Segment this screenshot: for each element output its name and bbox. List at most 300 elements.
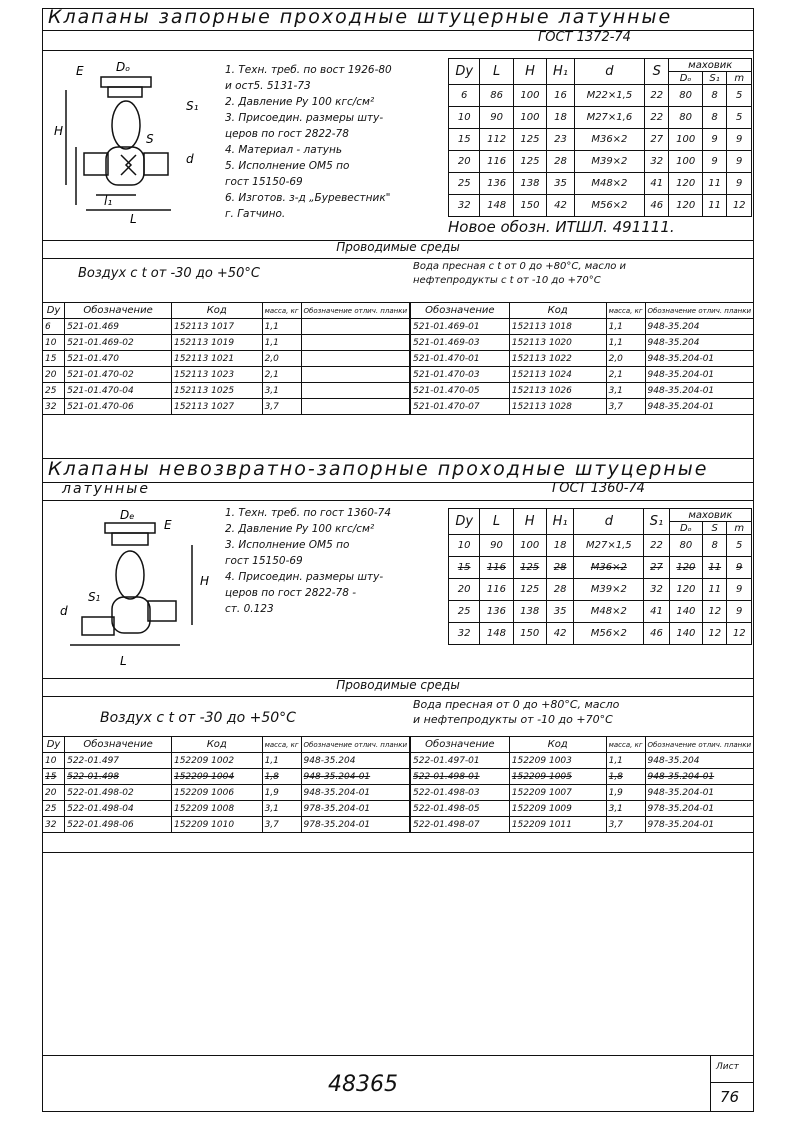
table-cell: 152113 1023 — [171, 367, 262, 383]
table-cell: 522-01.497 — [65, 753, 172, 769]
table-cell: 11 — [702, 195, 727, 217]
table-cell: M48×2 — [574, 173, 644, 195]
table-cell: 2,1 — [262, 367, 301, 383]
table-row — [411, 319, 754, 335]
table-cell: 1,9 — [262, 785, 301, 801]
table-cell: 9 — [702, 129, 727, 151]
table-cell: 20 — [449, 151, 480, 173]
section2-gost: ГОСТ 1360-74 — [552, 481, 645, 496]
table-cell: 3,7 — [606, 817, 645, 833]
table-cell: 42 — [547, 195, 575, 217]
table-cell: 948-35.204-01 — [645, 785, 753, 801]
table-cell: 25 — [449, 601, 480, 623]
table-row — [43, 801, 410, 817]
table-cell: 152209 1002 — [171, 753, 262, 769]
table-cell: M56×2 — [574, 623, 644, 645]
table-cell: M27×1,6 — [574, 107, 644, 129]
table-cell: 125 — [513, 579, 546, 601]
th: Обозначение отлич. планки — [645, 737, 753, 753]
valve-drawing-1 — [46, 55, 221, 230]
svg-text:E: E — [164, 518, 172, 532]
label-Do: Dₒ — [116, 60, 131, 74]
th: H₁ — [546, 509, 574, 535]
table-cell: 20 — [449, 579, 480, 601]
section1-water-table — [410, 302, 754, 415]
table-cell: 978-35.204-01 — [301, 817, 409, 833]
th: Dₒ — [669, 72, 702, 85]
th: Обозначение отлич. планки — [301, 737, 409, 753]
table-cell: 152209 1011 — [509, 817, 606, 833]
table-cell: 10 — [449, 107, 480, 129]
label-l: l₁ — [104, 194, 113, 208]
table-cell: 948-35.204-01 — [645, 383, 753, 399]
table-cell: 86 — [480, 85, 513, 107]
note-line: 1. Техн. треб. по вост 1926-80 — [225, 64, 392, 76]
table-cell: 116 — [480, 151, 513, 173]
table-cell: 1,1 — [606, 335, 645, 351]
table-cell: 521-01.470-05 — [411, 383, 510, 399]
table-cell: 41 — [644, 173, 669, 195]
th: m — [727, 72, 752, 85]
table-row — [43, 753, 410, 769]
table-cell: 32 — [43, 817, 65, 833]
table-cell: 3,7 — [262, 399, 301, 415]
table-cell: 11 — [703, 557, 727, 579]
svg-text:d: d — [60, 604, 68, 618]
table-cell: 46 — [644, 195, 669, 217]
table-cell: 27 — [644, 129, 669, 151]
table-cell: 46 — [644, 623, 669, 645]
th: Dy — [43, 737, 65, 753]
table-cell: 521-01.470-03 — [411, 367, 510, 383]
table-cell: 25 — [43, 383, 65, 399]
th: d — [574, 59, 644, 85]
table-cell: 32 — [449, 623, 480, 645]
table-cell: 32 — [644, 579, 669, 601]
table-cell: 521-01.470 — [65, 351, 172, 367]
table-cell: 1,8 — [606, 769, 645, 785]
note-line: 5. Исполнение ОМ5 по — [225, 160, 350, 172]
table-cell: 100 — [513, 85, 546, 107]
th: H — [513, 509, 546, 535]
table-cell: 8 — [702, 107, 727, 129]
table-cell: 15 — [449, 557, 480, 579]
th: Обозначение — [65, 303, 172, 319]
table-cell: 42 — [546, 623, 574, 645]
table-cell: 3,7 — [262, 817, 301, 833]
table-cell: 8 — [702, 85, 727, 107]
water-title-line: Вода пресная с t от 0 до +80°C, масло и — [413, 261, 627, 272]
section1-dims-table — [448, 58, 752, 217]
note-line: ст. 0.123 — [225, 603, 274, 615]
th: Обозначение — [65, 737, 172, 753]
table-cell: 9 — [727, 129, 752, 151]
table-cell: 521-01.470-04 — [65, 383, 172, 399]
table-cell: 3,1 — [606, 801, 645, 817]
table-row — [43, 335, 410, 351]
table-cell: 152209 1008 — [171, 801, 262, 817]
table-cell: 140 — [669, 601, 702, 623]
table-cell: 152209 1006 — [171, 785, 262, 801]
table-row — [43, 367, 410, 383]
table-cell: 22 — [644, 85, 669, 107]
section1-gost: ГОСТ 1372-74 — [538, 30, 631, 45]
label-S1: S₁ — [186, 99, 199, 113]
table-cell — [301, 399, 409, 415]
table-cell: 152113 1022 — [509, 351, 606, 367]
table-cell: 23 — [547, 129, 575, 151]
new-designation: Новое обозн. ИТШЛ. 491111. — [448, 218, 675, 236]
table-row — [43, 769, 410, 785]
th: Обозначение отлич. планки — [301, 303, 409, 319]
table-row — [411, 801, 754, 817]
th: S — [644, 59, 669, 85]
table-cell: 150 — [513, 623, 546, 645]
table-cell: 116 — [480, 579, 513, 601]
section1-notes — [225, 62, 392, 222]
table-cell: 18 — [546, 535, 574, 557]
label-E: E — [76, 64, 84, 78]
th: Dy — [43, 303, 65, 319]
svg-text:L: L — [120, 654, 127, 668]
table-cell: 100 — [513, 107, 546, 129]
section1-air-title: Воздух с t от -30 до +50°C — [78, 266, 260, 281]
table-cell: 100 — [669, 129, 702, 151]
table-cell: 9 — [702, 151, 727, 173]
table-cell: 521-01.470-07 — [411, 399, 510, 415]
table-row — [43, 383, 410, 399]
table-cell: 100 — [513, 535, 546, 557]
table-row — [411, 367, 754, 383]
th: Код — [509, 303, 606, 319]
table-cell: 90 — [480, 107, 513, 129]
table-cell: 152209 1004 — [171, 769, 262, 785]
table-row — [43, 319, 410, 335]
section1-water-title — [413, 260, 626, 288]
table-row — [411, 351, 754, 367]
svg-text:De: De — [120, 508, 135, 522]
table-cell: 138 — [513, 601, 546, 623]
table-cell: M56×2 — [574, 195, 644, 217]
water-title-line: Вода пресная от 0 до +80°C, масло — [413, 698, 620, 711]
note-line: 3. Исполнение ОМ5 по — [225, 539, 350, 551]
table-cell: 9 — [727, 579, 752, 601]
table-cell: 15 — [43, 351, 65, 367]
table-cell: 152113 1028 — [509, 399, 606, 415]
table-cell: 3,7 — [606, 399, 645, 415]
table-cell — [301, 351, 409, 367]
table-cell: 116 — [480, 557, 513, 579]
table-cell: 18 — [547, 107, 575, 129]
table-cell: 20 — [43, 785, 65, 801]
table-cell: 522-01.498-07 — [411, 817, 510, 833]
table-cell: 5 — [727, 85, 752, 107]
table-cell: 2,0 — [262, 351, 301, 367]
note-line: г. Гатчино. — [225, 208, 286, 220]
section2-dims-table — [448, 508, 752, 645]
th: Код — [171, 303, 262, 319]
table-cell: 521-01.470-06 — [65, 399, 172, 415]
table-cell: 948-35.204 — [645, 753, 753, 769]
table-cell: 1,1 — [262, 753, 301, 769]
section2-title: Клапаны невозвратно-запорные проходные штуцерные — [48, 458, 709, 480]
th: Dₒ — [669, 522, 702, 535]
note-line: церов по гост 2822-78 - — [225, 587, 357, 599]
table-cell: 152113 1026 — [509, 383, 606, 399]
table-row — [449, 129, 752, 151]
table-cell: 100 — [669, 151, 702, 173]
table-cell: M22×1,5 — [574, 85, 644, 107]
note-line: гост 15150-69 — [225, 555, 303, 567]
table-cell: 6 — [43, 319, 65, 335]
table-cell: 22 — [644, 107, 669, 129]
water-title-line: и нефтепродукты от -10 до +70°C — [413, 713, 613, 726]
table-row — [449, 623, 752, 645]
th: масса, кг — [606, 737, 645, 753]
table-cell: 35 — [547, 173, 575, 195]
table-cell: 41 — [644, 601, 669, 623]
svg-text:H: H — [200, 574, 210, 588]
table-cell: 948-35.204-01 — [645, 351, 753, 367]
table-cell: 140 — [669, 623, 702, 645]
table-cell: 152209 1003 — [509, 753, 606, 769]
table-cell: 9 — [727, 601, 752, 623]
section1-title: Клапаны запорные проходные штуцерные латунные — [48, 6, 673, 28]
table-cell: 10 — [449, 535, 480, 557]
table-cell: 521-01.469 — [65, 319, 172, 335]
table-cell: 522-01.498-01 — [411, 769, 510, 785]
table-cell: M39×2 — [574, 579, 644, 601]
table-cell: 5 — [727, 107, 752, 129]
table-cell: 521-01.470-02 — [65, 367, 172, 383]
table-cell: M48×2 — [574, 601, 644, 623]
table-cell: 152113 1019 — [171, 335, 262, 351]
table-row — [411, 383, 754, 399]
table-cell: 80 — [669, 107, 702, 129]
table-row — [449, 579, 752, 601]
th: Код — [509, 737, 606, 753]
table-cell: 948-35.204-01 — [645, 367, 753, 383]
table-cell: 152113 1025 — [171, 383, 262, 399]
note-line: 3. Присоедин. размеры шту- — [225, 112, 384, 124]
th: масса, кг — [262, 737, 301, 753]
table-cell: 125 — [513, 129, 546, 151]
table-cell: 136 — [480, 173, 513, 195]
table-row — [449, 557, 752, 579]
table-cell: 948-35.204-01 — [645, 769, 753, 785]
table-cell: 32 — [644, 151, 669, 173]
th: L — [480, 509, 513, 535]
table-row — [449, 151, 752, 173]
section2-air-title: Воздух с t от -30 до +50°C — [100, 710, 296, 726]
note-line: 4. Присоедин. размеры шту- — [225, 571, 384, 583]
table-cell: 125 — [513, 557, 546, 579]
table-cell: 1,1 — [606, 319, 645, 335]
table-row — [449, 173, 752, 195]
table-row — [449, 535, 752, 557]
valve-drawing-2 — [60, 505, 220, 675]
note-line: церов по гост 2822-78 — [225, 128, 349, 140]
table-cell: 28 — [547, 151, 575, 173]
table-cell: 2,0 — [606, 351, 645, 367]
th: масса, кг — [606, 303, 645, 319]
table-cell: 22 — [644, 535, 669, 557]
table-cell: 522-01.498-03 — [411, 785, 510, 801]
table-cell: 948-35.204 — [301, 753, 409, 769]
table-cell: 1,1 — [262, 319, 301, 335]
table-cell: 521-01.469-01 — [411, 319, 510, 335]
table-cell: 522-01.498-02 — [65, 785, 172, 801]
table-cell: 152113 1017 — [171, 319, 262, 335]
th: Dy — [449, 59, 480, 85]
section2-air-table — [42, 736, 410, 833]
table-cell — [301, 319, 409, 335]
table-cell: 148 — [480, 623, 513, 645]
th: H — [513, 59, 546, 85]
section2-notes — [225, 505, 391, 617]
table-cell: 152113 1021 — [171, 351, 262, 367]
table-cell: 125 — [513, 151, 546, 173]
th: масса, кг — [262, 303, 301, 319]
table-cell: 3,1 — [606, 383, 645, 399]
table-cell: 138 — [513, 173, 546, 195]
table-cell: 152209 1007 — [509, 785, 606, 801]
th: S₁ — [702, 72, 727, 85]
table-cell: 25 — [449, 173, 480, 195]
table-cell: 152113 1024 — [509, 367, 606, 383]
table-row — [449, 85, 752, 107]
table-row — [411, 753, 754, 769]
table-cell: 522-01.498-06 — [65, 817, 172, 833]
label-L: L — [130, 212, 137, 226]
table-row — [411, 399, 754, 415]
table-cell: 948-35.204 — [645, 335, 753, 351]
table-row — [411, 817, 754, 833]
table-cell: 522-01.498-05 — [411, 801, 510, 817]
table-cell: 152113 1020 — [509, 335, 606, 351]
table-cell: 3,1 — [262, 383, 301, 399]
th: L — [480, 59, 513, 85]
table-cell: 948-35.204 — [645, 319, 753, 335]
table-cell: 1,1 — [606, 753, 645, 769]
table-cell: 25 — [43, 801, 65, 817]
table-cell: M39×2 — [574, 151, 644, 173]
table-cell: 1,9 — [606, 785, 645, 801]
table-cell: 12 — [727, 623, 752, 645]
table-row — [43, 785, 410, 801]
section2-water-title — [413, 697, 619, 727]
note-line: 4. Материал - латунь — [225, 144, 343, 156]
table-cell: 9 — [727, 173, 752, 195]
table-cell: 148 — [480, 195, 513, 217]
table-cell: 12 — [727, 195, 752, 217]
table-cell: 80 — [669, 535, 702, 557]
table-cell: M27×1,5 — [574, 535, 644, 557]
table-row — [43, 817, 410, 833]
table-cell: 522-01.498 — [65, 769, 172, 785]
table-row — [411, 785, 754, 801]
table-cell: 948-35.204-01 — [301, 785, 409, 801]
section2-water-table — [410, 736, 754, 833]
table-cell: 10 — [43, 335, 65, 351]
table-cell: 152209 1009 — [509, 801, 606, 817]
table-cell: 9 — [727, 151, 752, 173]
table-cell: 948-35.204-01 — [301, 769, 409, 785]
table-cell: 948-35.204-01 — [645, 399, 753, 415]
label-d: d — [186, 152, 194, 166]
bottom-number: 48365 — [328, 1072, 398, 1097]
table-cell: 80 — [669, 85, 702, 107]
section1-air-table — [42, 302, 410, 415]
table-cell: 35 — [546, 601, 574, 623]
note-line: 2. Давление Py 100 кгс/см² — [225, 523, 375, 535]
section2-title2: латунные — [62, 481, 150, 497]
table-cell: 20 — [43, 367, 65, 383]
table-cell: 120 — [669, 557, 702, 579]
table-row — [43, 399, 410, 415]
label-H: H — [54, 124, 64, 138]
table-cell: 136 — [480, 601, 513, 623]
table-cell: 3,1 — [262, 801, 301, 817]
table-cell: 522-01.497-01 — [411, 753, 510, 769]
table-cell: 152113 1027 — [171, 399, 262, 415]
table-cell: 521-01.469-02 — [65, 335, 172, 351]
th: Dy — [449, 509, 480, 535]
table-cell: 521-01.469-03 — [411, 335, 510, 351]
th-handwheel: маховик — [669, 59, 752, 72]
th-handwheel: маховик — [669, 509, 751, 522]
section2-media-title: Проводимые среды — [336, 678, 460, 692]
page-number: 76 — [720, 1088, 740, 1106]
table-cell: 12 — [703, 623, 727, 645]
table-row — [449, 601, 752, 623]
table-row — [411, 769, 754, 785]
table-cell — [301, 335, 409, 351]
table-cell: 11 — [703, 579, 727, 601]
table-row — [411, 335, 754, 351]
table-cell: 152209 1005 — [509, 769, 606, 785]
table-cell: 8 — [703, 535, 727, 557]
table-cell — [301, 383, 409, 399]
table-cell: 978-35.204-01 — [301, 801, 409, 817]
table-cell: 120 — [669, 173, 702, 195]
table-cell: 152113 1018 — [509, 319, 606, 335]
th: Код — [171, 737, 262, 753]
table-cell: 522-01.498-04 — [65, 801, 172, 817]
th: d — [574, 509, 644, 535]
table-cell — [301, 367, 409, 383]
note-line: 2. Давление Py 100 кгс/см² — [225, 96, 375, 108]
table-cell: 10 — [43, 753, 65, 769]
table-cell: M36×2 — [574, 129, 644, 151]
sheet-label: Лист — [716, 1062, 739, 1072]
table-cell: 521-01.470-01 — [411, 351, 510, 367]
table-cell: 5 — [727, 535, 752, 557]
table-cell: M36×2 — [574, 557, 644, 579]
th: Обозначение отлич. планки — [645, 303, 753, 319]
note-line: и ост5. 5131-73 — [225, 80, 311, 92]
table-cell: 9 — [727, 557, 752, 579]
table-cell: 15 — [449, 129, 480, 151]
table-cell: 6 — [449, 85, 480, 107]
table-cell: 2,1 — [606, 367, 645, 383]
th: Обозначение — [411, 303, 510, 319]
table-cell: 32 — [449, 195, 480, 217]
table-cell: 16 — [547, 85, 575, 107]
th: H₁ — [547, 59, 575, 85]
table-row — [43, 351, 410, 367]
table-cell: 152209 1010 — [171, 817, 262, 833]
